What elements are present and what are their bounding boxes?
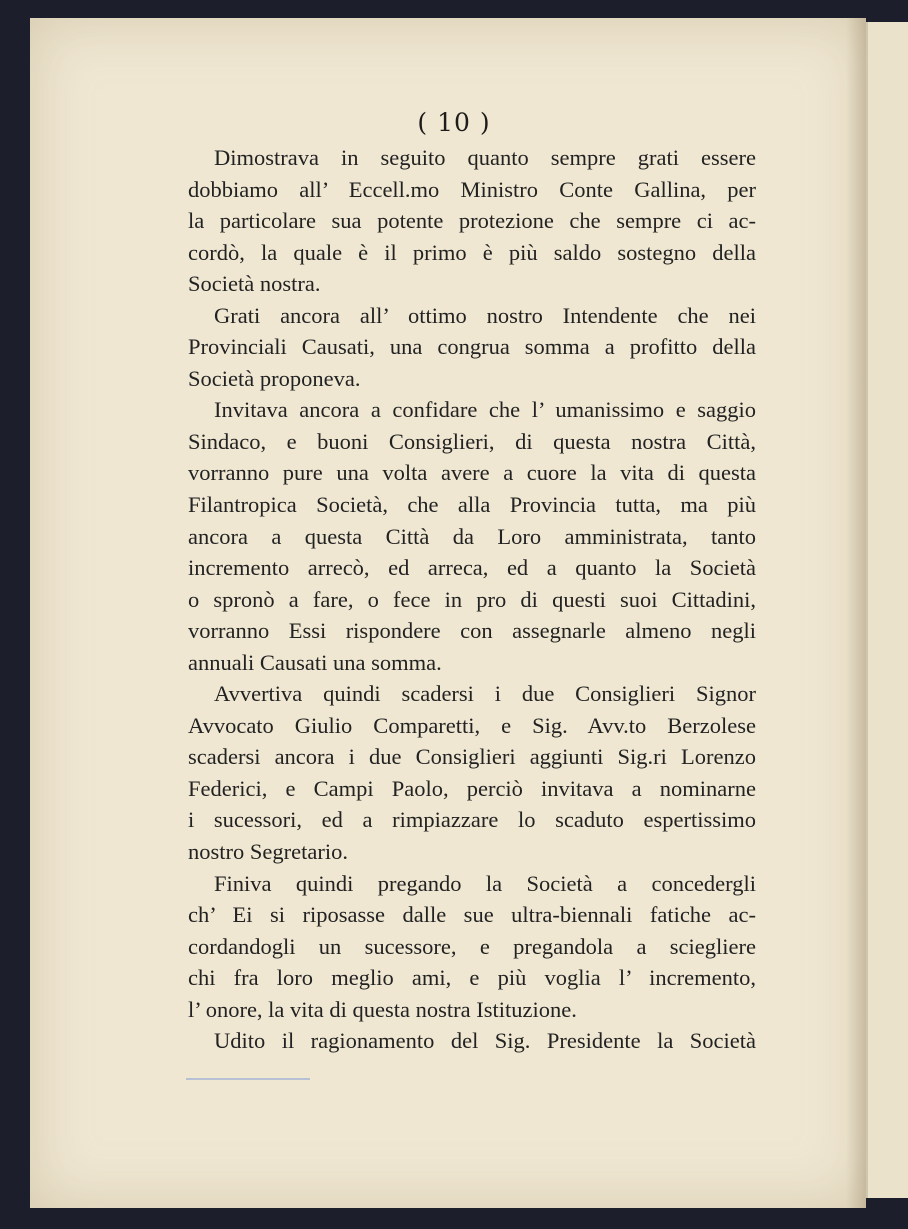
text-line: Dimostrava in seguito quanto sempre grati essere xyxy=(214,145,756,170)
text-line: Società nostra. xyxy=(188,271,321,297)
text-line: Invitava ancora a confidare che l’ umanissimo e saggio xyxy=(214,397,756,423)
text-line: incremento arrecò, ed arreca, ed a quanto la Società xyxy=(188,555,756,581)
text-line: ancora a questa Città da Loro amministrata, tanto xyxy=(188,523,756,549)
text-line: Federici, e Campi Paolo, perciò invitava a nominarne xyxy=(188,775,756,801)
text-line: cordò, la quale è il primo è più saldo sostegno della xyxy=(188,239,756,265)
body-text xyxy=(188,142,756,1057)
text-line: Finiva quindi pregando la Società a concedergli xyxy=(214,870,756,896)
text-line: i sucessori, ed a rimpiazzare lo scaduto espertissimo xyxy=(188,807,756,833)
text-line: Avvertiva quindi scadersi i due Consiglieri Signor xyxy=(214,681,756,707)
text-line: annuali Causati una somma. xyxy=(188,649,442,675)
text-line: Udito il ragionamento del Sig. Presidente la Società xyxy=(214,1028,756,1054)
text-line: vorranno pure una volta avere a cuore la vita di questa xyxy=(188,460,756,486)
text-line: Società proponeva. xyxy=(188,365,361,391)
text-line: scadersi ancora i due Consiglieri aggiunti Sig.ri Lorenzo xyxy=(188,744,756,770)
text-line: o spronò a fare, o fece in pro di questi suoi Cittadini, xyxy=(188,586,756,612)
text-line: Avvocato Giulio Comparetti, e Sig. Avv.to Berzolese xyxy=(188,712,756,738)
text-line: Provinciali Causati, una congrua somma a profitto della xyxy=(188,334,756,360)
pencil-underline-mark xyxy=(186,1078,310,1080)
text-line: ch’ Ei si riposasse dalle sue ultra-biennali fatiche ac- xyxy=(188,902,756,928)
next-page-edge xyxy=(866,22,908,1198)
page-number: ( 10 ) xyxy=(417,108,491,137)
text-line: la particolare sua potente protezione che sempre ci ac- xyxy=(188,208,756,234)
text-line: dobbiamo all’ Eccell.mo Ministro Conte Gallina, per xyxy=(188,176,756,202)
text-line: Grati ancora all’ ottimo nostro Intendente che nei xyxy=(214,302,756,328)
text-line: vorranno Essi rispondere con assegnarle almeno negli xyxy=(188,618,756,644)
text-line: chi fra loro meglio ami, e più voglia l’ incremento, xyxy=(188,965,756,991)
text-line: nostro Segretario. xyxy=(188,839,348,865)
text-line: Sindaco, e buoni Consiglieri, di questa nostra Città, xyxy=(188,428,756,454)
text-line: l’ onore, la vita di questa nostra Istituzione. xyxy=(188,996,577,1022)
spine-shadow xyxy=(846,18,866,1208)
text-line: Filantropica Società, che alla Provincia tutta, ma più xyxy=(188,492,756,518)
text-line: cordandogli un sucessore, e pregandola a sciegliere xyxy=(188,933,756,959)
